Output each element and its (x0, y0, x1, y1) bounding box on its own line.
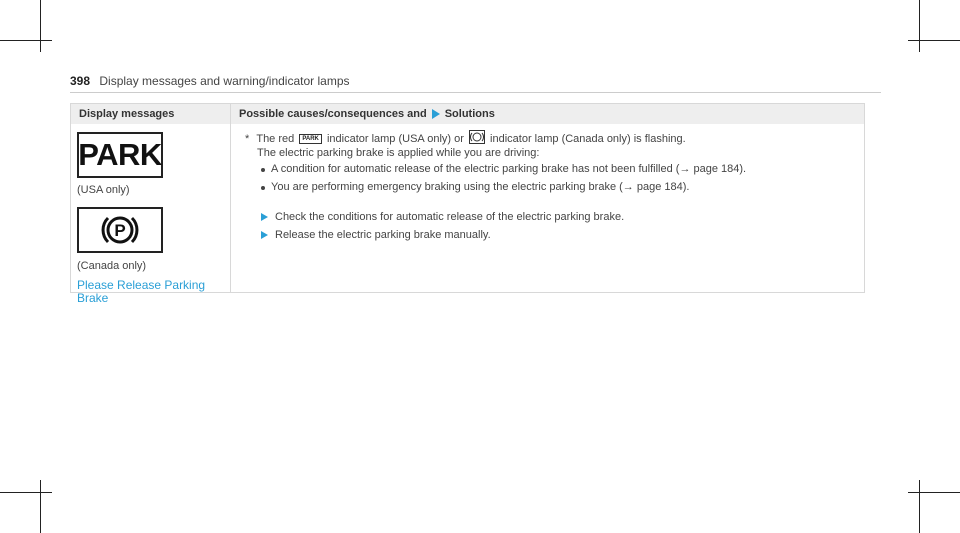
parking-brake-inline-svg (469, 130, 485, 144)
p-letter: P (114, 221, 126, 240)
message-table (70, 103, 865, 305)
solution-arrow-icon (261, 213, 268, 221)
cause-text-b: indicator lamp (USA only) or (326, 132, 464, 145)
park-inline-icon (299, 134, 322, 144)
parking-brake-p-icon (77, 207, 163, 253)
column-divider (230, 104, 231, 292)
display-message-text (77, 279, 207, 305)
crop-mark (0, 40, 52, 41)
message-line-1: Please Release Parking (77, 278, 206, 292)
parking-brake-circle-icon (100, 210, 140, 250)
cause-line-2: The electric parking brake is applied while you are driving: (257, 147, 540, 159)
crop-mark (40, 0, 41, 52)
crop-mark (908, 40, 960, 41)
solution-step-1: Check the conditions for automatic release of the electric parking brake. (275, 211, 625, 223)
col-header-causes-text: Possible causes/consequences and (239, 108, 427, 120)
cause-text-a: The red (256, 132, 295, 145)
cause-text-c: indicator lamp (Canada only) is flashing. (490, 132, 686, 145)
page-number: 398 (70, 74, 91, 88)
solution-arrow-icon (261, 231, 268, 239)
table-header (71, 104, 864, 124)
bullet-item-2: You are performing emergency braking using the electric parking brake (→ page 184). (271, 181, 690, 193)
bullet-item-1: A condition for automatic release of the electric parking brake has not been fulfilled (→ page 184). (271, 163, 747, 175)
crop-mark (0, 492, 52, 493)
park-indicator-icon (77, 132, 163, 178)
page-header (70, 74, 350, 88)
bullet-icon (261, 168, 265, 172)
header-rule (70, 92, 881, 93)
solution-arrow-icon (432, 109, 440, 119)
page-title: Display messages and warning/indicator lamps (99, 74, 350, 88)
col-header-display-messages: Display messages (79, 108, 175, 120)
bullet-icon (261, 186, 265, 190)
col-header-causes (239, 104, 495, 124)
crop-mark (919, 480, 920, 533)
message-line-2: Brake (77, 291, 109, 305)
cause-star: * (245, 132, 250, 145)
col-header-solutions-text: Solutions (444, 108, 495, 120)
display-message-cell (77, 132, 225, 305)
park-inline-label: PARK (302, 136, 319, 142)
crop-mark (908, 492, 960, 493)
park-label: PARK (78, 137, 162, 172)
crop-mark (919, 0, 920, 52)
canada-caption: (Canada only) (77, 260, 147, 272)
usa-caption: (USA only) (77, 184, 130, 196)
crop-mark (40, 480, 41, 533)
solution-step-2: Release the electric parking brake manually. (275, 229, 491, 241)
